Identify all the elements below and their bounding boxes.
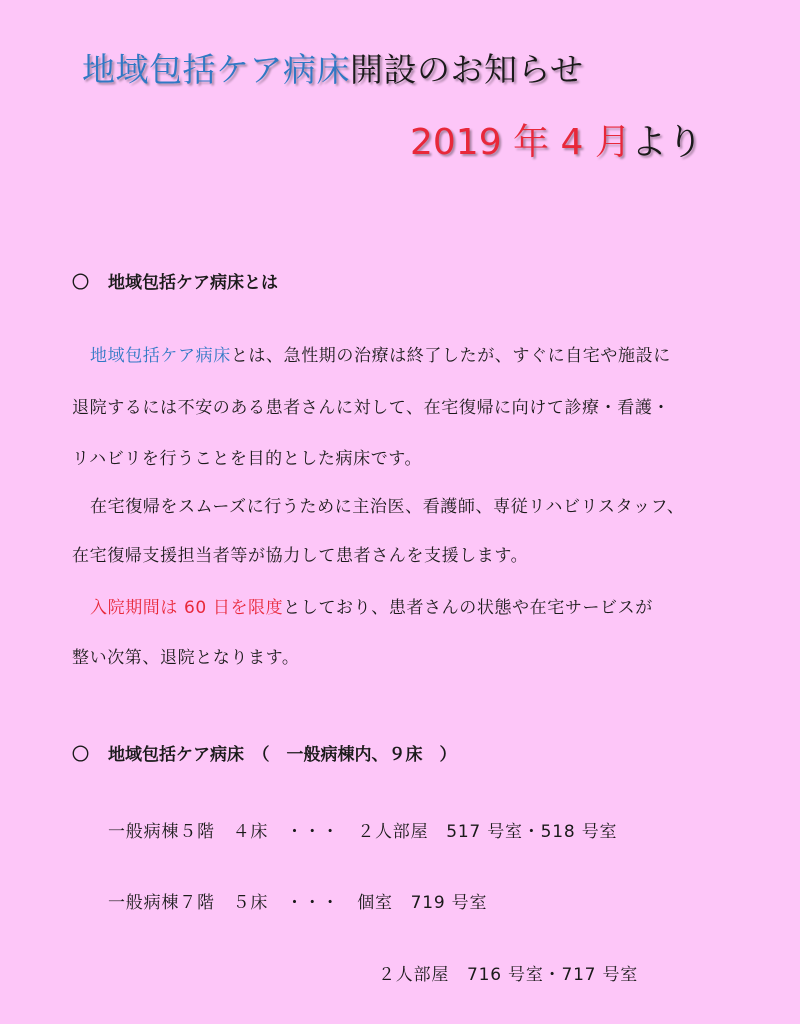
- paragraph1-highlight: 地域包括ケア病床: [90, 346, 231, 366]
- bullet-circle-icon: 〇: [72, 273, 89, 293]
- paragraph3-line1-rest: としており、患者さんの状態や在宅サービスが: [283, 598, 653, 618]
- paragraph3-line1: [90, 593, 653, 618]
- page-title: [82, 44, 584, 91]
- ward-row-7f-shared: ２人部屋 716 号室・717 号室: [378, 965, 639, 985]
- section-heading-about: [72, 268, 278, 293]
- section-heading-about-text: 地域包括ケア病床とは: [108, 273, 278, 293]
- paragraph1-line1-rest: とは、急性期の治療は終了したが、すぐに自宅や施設に: [230, 346, 671, 366]
- date-highlight: 2019 年 4 月: [410, 122, 631, 163]
- section-heading-beds: [72, 740, 457, 765]
- title-rest: 開設のお知らせ: [350, 50, 584, 89]
- title-highlight: 地域包括ケア病床: [82, 50, 350, 89]
- ward-row-7f: 一般病棟７階 ５床 ・・・ 個室 719 号室: [108, 893, 488, 913]
- paragraph1-line1: [90, 341, 671, 366]
- ward-row-5f: 一般病棟５階 ４床 ・・・ ２人部屋 517 号室・518 号室: [108, 822, 618, 842]
- bullet-circle-icon: 〇: [72, 745, 89, 765]
- paragraph1-line2: 退院するには不安のある患者さんに対して、在宅復帰に向けて診療・看護・: [72, 398, 671, 418]
- paragraph3-highlight: 入院期間は 60 日を限度: [90, 598, 284, 618]
- section-heading-beds-text: 地域包括ケア病床 （ 一般病棟内、９床 ）: [108, 745, 457, 765]
- paragraph2-line2: 在宅復帰支援担当者等が協力して患者さんを支援します。: [72, 546, 529, 566]
- paragraph1-line3: リハビリを行うことを目的とした病床です。: [72, 449, 423, 469]
- date-rest: より: [630, 122, 703, 163]
- paragraph3-line2: 整い次第、退院となります。: [72, 648, 300, 668]
- paragraph2-line1: 在宅復帰をスムーズに行うために主治医、看護師、専従リハビリスタッフ、: [90, 497, 685, 517]
- start-date: [410, 114, 703, 165]
